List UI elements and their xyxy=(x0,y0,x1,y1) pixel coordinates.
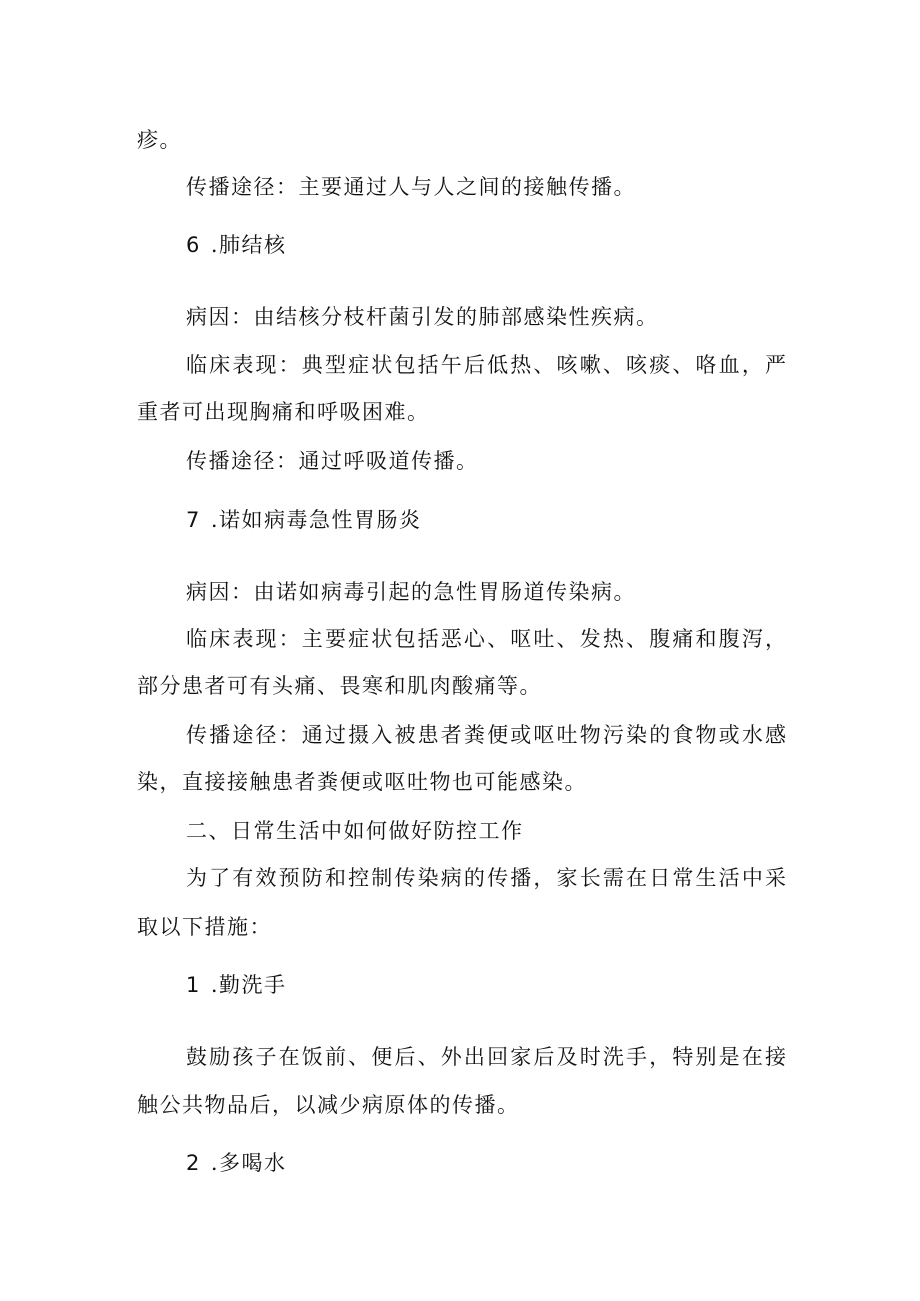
heading-number: 6 xyxy=(186,233,201,257)
section-heading-1 xyxy=(186,970,287,1000)
paragraph-line: 重者可出现胸痛和呼吸困难。 xyxy=(137,400,430,424)
paragraph-line: 病因：由诺如病毒引起的急性胃肠道传染病。 xyxy=(186,580,636,604)
paragraph-line: 取以下措施： xyxy=(137,915,272,939)
heading-text: .肺结核 xyxy=(210,233,287,257)
section-heading-2 xyxy=(186,1148,287,1178)
paragraph-line: 部分患者可有头痛、畏寒和肌肉酸痛等。 xyxy=(137,674,542,698)
heading-number: 2 xyxy=(186,1151,201,1175)
section-heading-6 xyxy=(186,230,287,260)
heading-text: .诺如病毒急性胃肠炎 xyxy=(210,508,422,532)
paragraph-line: 传播途径：通过呼吸道传播。 xyxy=(186,449,479,473)
paragraph-line: 为了有效预防和控制传染病的传播，家长需在日常生活中采 xyxy=(186,866,786,890)
heading-text: .多喝水 xyxy=(210,1151,287,1175)
paragraph-line: 传播途径：通过摄入被患者粪便或呕吐物污染的食物或水感 xyxy=(186,723,786,747)
paragraph-line: 触公共物品后，以减少病原体的传播。 xyxy=(137,1093,520,1117)
section-heading-7 xyxy=(186,505,422,535)
heading-number: 1 xyxy=(186,973,201,997)
paragraph-line: 疹。 xyxy=(137,128,182,152)
paragraph-line: 临床表现：主要症状包括恶心、呕吐、发热、腹痛和腹泻， xyxy=(186,627,786,651)
paragraph-line: 鼓励孩子在饭前、便后、外出回家后及时洗手，特别是在接 xyxy=(186,1045,786,1069)
paragraph-line: 传播途径：主要通过人与人之间的接触传播。 xyxy=(186,175,636,199)
section-title: 二、日常生活中如何做好防控工作 xyxy=(186,819,524,843)
heading-number: 7 xyxy=(186,508,201,532)
paragraph-line: 临床表现：典型症状包括午后低热、咳嗽、咳痰、咯血，严 xyxy=(186,353,786,377)
heading-text: .勤洗手 xyxy=(210,973,287,997)
paragraph-line: 染，直接接触患者粪便或呕吐物也可能感染。 xyxy=(137,770,587,794)
paragraph-line: 病因：由结核分枝杆菌引发的肺部感染性疾病。 xyxy=(186,305,659,329)
